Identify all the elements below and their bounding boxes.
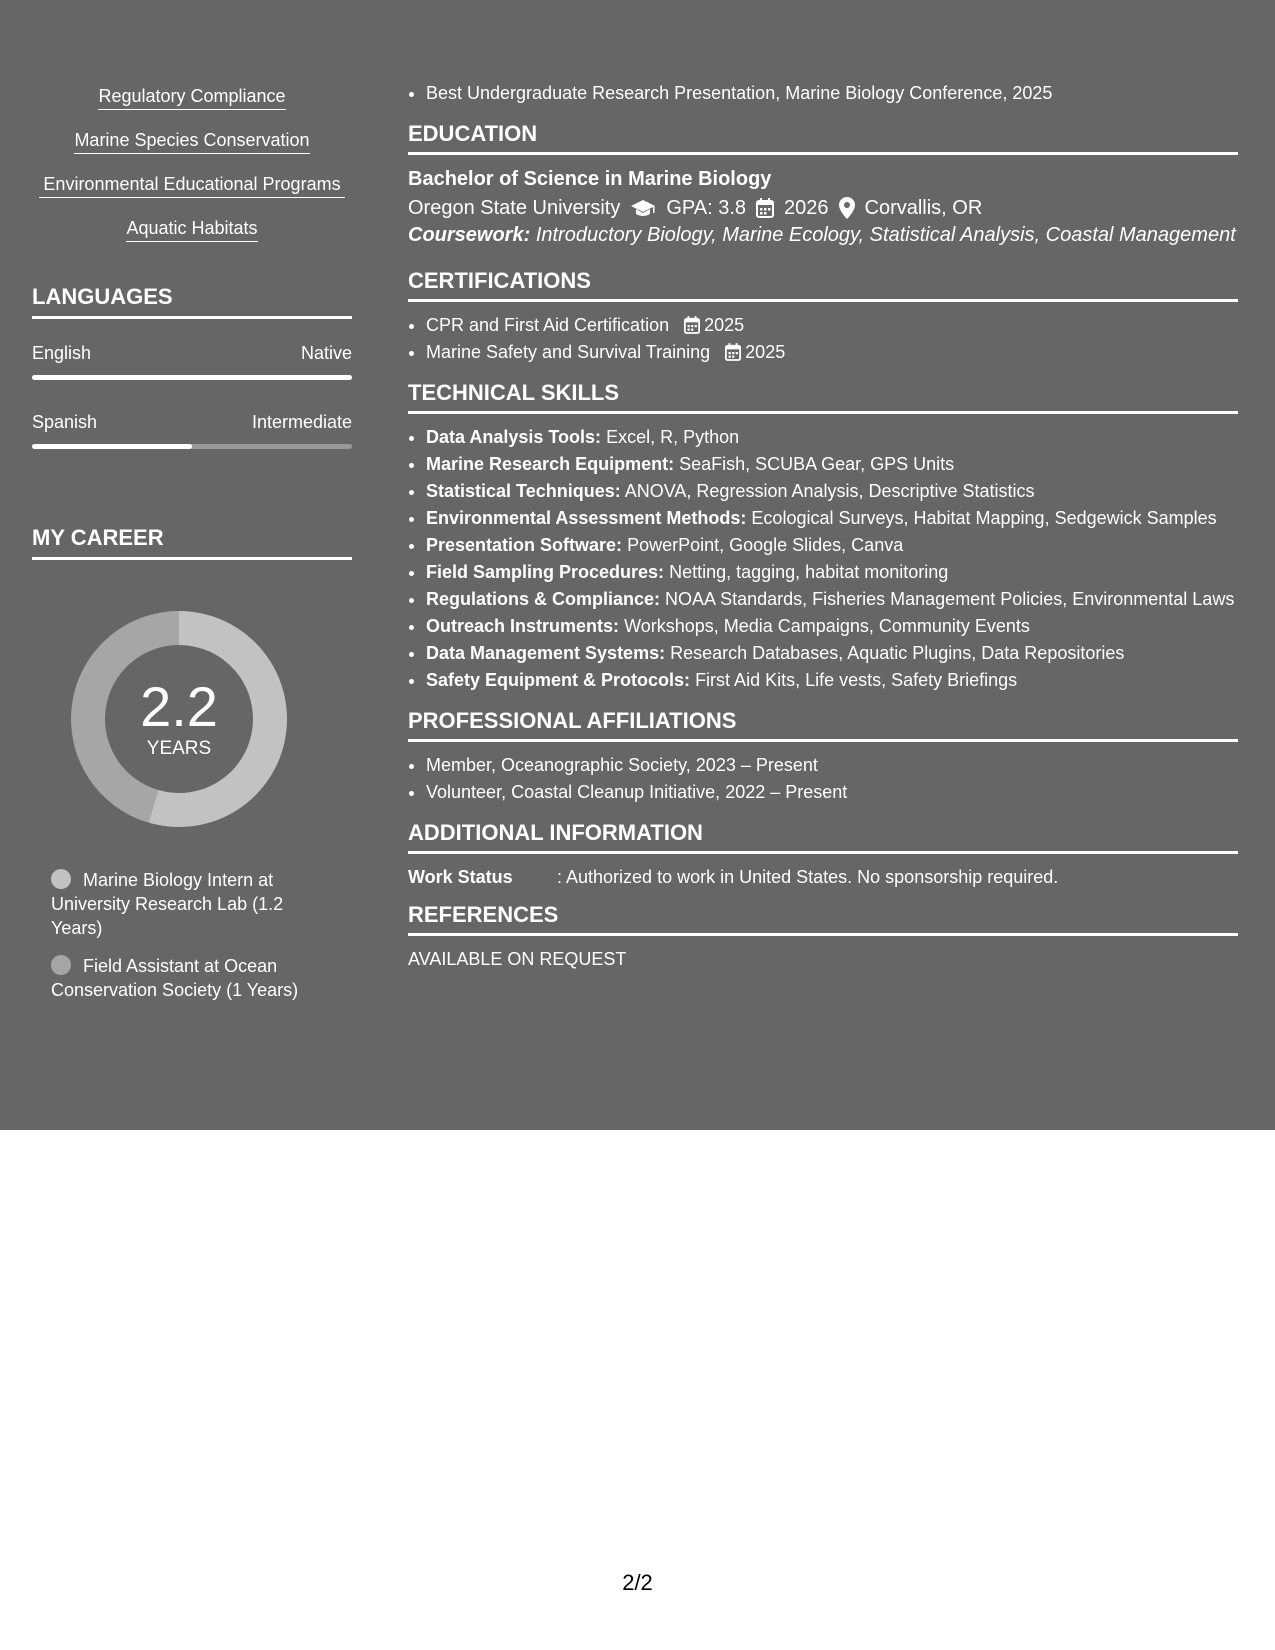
skill-values: Ecological Surveys, Habitat Mapping, Sedgewick Samples [751, 508, 1217, 528]
calendar-icon [725, 343, 741, 361]
career-legend-label: Field Assistant at Ocean Conservation Society (1 Years) [51, 956, 299, 1000]
gpa: GPA: 3.8 [666, 197, 746, 219]
certification-year: 2025 [745, 342, 786, 362]
language-name: Spanish [32, 412, 98, 432]
graduation-cap-icon [630, 198, 656, 218]
education-entry [408, 165, 1238, 248]
skill-category: Field Sampling Procedures: [426, 562, 665, 582]
skill-category: Outreach Instruments: [426, 616, 620, 636]
career-total: 2.2 [140, 675, 218, 738]
career-legend-item [51, 868, 321, 940]
skill-values: ANOVA, Regression Analysis, Descriptive Statistics [624, 481, 1035, 501]
skill-category: Safety Equipment & Protocols: [426, 670, 691, 690]
certification-name: CPR and First Aid Certification [426, 315, 670, 335]
skill-values: Excel, R, Python [606, 427, 740, 447]
skill-values: Workshops, Media Campaigns, Community Events [624, 616, 1030, 636]
technical-skill-item [426, 667, 1238, 694]
coursework-list: Introductory Biology, Marine Ecology, Statistical Analysis, Coastal Management [535, 224, 1236, 246]
skill-category: Marine Research Equipment: [426, 454, 675, 474]
skill-category: Statistical Techniques: [426, 481, 621, 501]
career-legend [51, 868, 321, 1002]
legend-dot-icon [51, 955, 71, 975]
language-name: English [32, 343, 92, 363]
school-location: Corvallis, OR [864, 197, 983, 219]
skill-label: Environmental Educational Programs [39, 172, 345, 198]
skill-category: Environmental Assessment Methods: [426, 508, 747, 528]
references-text: AVAILABLE ON REQUEST [408, 949, 627, 969]
education-details [408, 193, 1238, 223]
skill-category: Presentation Software: [426, 535, 623, 555]
language-spanish [32, 410, 352, 449]
sidebar [32, 84, 352, 1016]
technical-skill-item [426, 586, 1238, 613]
work-status-label: Work Status [408, 867, 513, 887]
skill-item [32, 172, 352, 198]
legend-dot-icon [51, 869, 71, 889]
skill-item [32, 84, 352, 110]
career-unit: YEARS [146, 738, 212, 759]
certification-year: 2025 [704, 315, 745, 335]
technical-skill-item [426, 478, 1238, 505]
technical-skill-item [426, 451, 1238, 478]
language-proficiency-fill [32, 444, 192, 449]
page-number: 2/2 [622, 1570, 653, 1595]
award-item: • Best Undergraduate Research Presentation, Marine Biology Conference, 2025 [426, 80, 1238, 107]
language-proficiency-bar [32, 375, 352, 380]
skill-values: First Aid Kits, Life vests, Safety Briefings [695, 670, 1018, 690]
calendar-icon [756, 198, 774, 218]
awards-list [408, 80, 1238, 107]
career-donut-chart [64, 604, 294, 834]
languages-heading: LANGUAGES [32, 284, 352, 319]
skill-label: Marine Species Conservation [74, 128, 309, 154]
education-heading: EDUCATION [408, 121, 1238, 155]
skill-values: Research Databases, Aquatic Plugins, Data Repositories [670, 643, 1125, 663]
certifications-heading: CERTIFICATIONS [408, 268, 1238, 302]
skill-category: Data Analysis Tools: [426, 427, 602, 447]
affiliation-item: • Volunteer, Coastal Cleanup Initiative, 2022 – Present [426, 779, 1238, 806]
career-heading: MY CAREER [32, 525, 352, 560]
certifications-list [408, 312, 1238, 366]
technical-skill-item [426, 532, 1238, 559]
skill-category: Data Management Systems: [426, 643, 666, 663]
certification-name: Marine Safety and Survival Training [426, 342, 711, 362]
certification-item [426, 312, 1238, 339]
technical-skills-list [408, 424, 1238, 694]
skill-category: Regulations & Compliance: [426, 589, 661, 609]
skill-values: SeaFish, SCUBA Gear, GPS Units [679, 454, 955, 474]
affiliations-list [408, 752, 1238, 806]
skill-label: Aquatic Habitats [126, 216, 257, 242]
technical-skill-item [426, 640, 1238, 667]
coursework-label: Coursework: [408, 224, 531, 246]
references-heading: REFERENCES [408, 902, 1238, 936]
career-legend-label: Marine Biology Intern at University Research Lab (1.2 Years) [51, 870, 284, 938]
certification-item [426, 339, 1238, 366]
skill-item [32, 216, 352, 242]
language-english [32, 341, 352, 380]
language-proficiency-bar [32, 444, 352, 449]
school-name: Oregon State University [408, 197, 621, 219]
skill-label: Regulatory Compliance [98, 84, 285, 110]
career-legend-item [51, 954, 321, 1002]
work-status-value: : Authorized to work in United States. No sponsorship required. [557, 867, 1059, 887]
language-proficiency-fill [32, 375, 352, 380]
technical-skill-item [426, 505, 1238, 532]
calendar-icon [684, 316, 700, 334]
main-content [408, 80, 1238, 972]
skill-values: PowerPoint, Google Slides, Canva [627, 535, 904, 555]
language-level: Intermediate [251, 412, 352, 432]
location-pin-icon [839, 197, 855, 219]
skill-values: NOAA Standards, Fisheries Management Policies, Environmental Laws [665, 589, 1235, 609]
skill-item [32, 128, 352, 154]
affiliation-item: • Member, Oceanographic Society, 2023 – Present [426, 752, 1238, 779]
technical-skills-heading: TECHNICAL SKILLS [408, 380, 1238, 414]
skills-list [32, 84, 352, 242]
graduation-year: 2026 [784, 197, 829, 219]
technical-skill-item [426, 424, 1238, 451]
skill-values: Netting, tagging, habitat monitoring [669, 562, 949, 582]
technical-skill-item [426, 559, 1238, 586]
affiliations-heading: PROFESSIONAL AFFILIATIONS [408, 708, 1238, 742]
work-status-row [408, 864, 1238, 890]
additional-info-heading: ADDITIONAL INFORMATION [408, 820, 1238, 854]
technical-skill-item [426, 613, 1238, 640]
coursework [408, 223, 1238, 248]
language-level: Native [300, 343, 352, 363]
degree-title: Bachelor of Science in Marine Biology [408, 168, 772, 190]
